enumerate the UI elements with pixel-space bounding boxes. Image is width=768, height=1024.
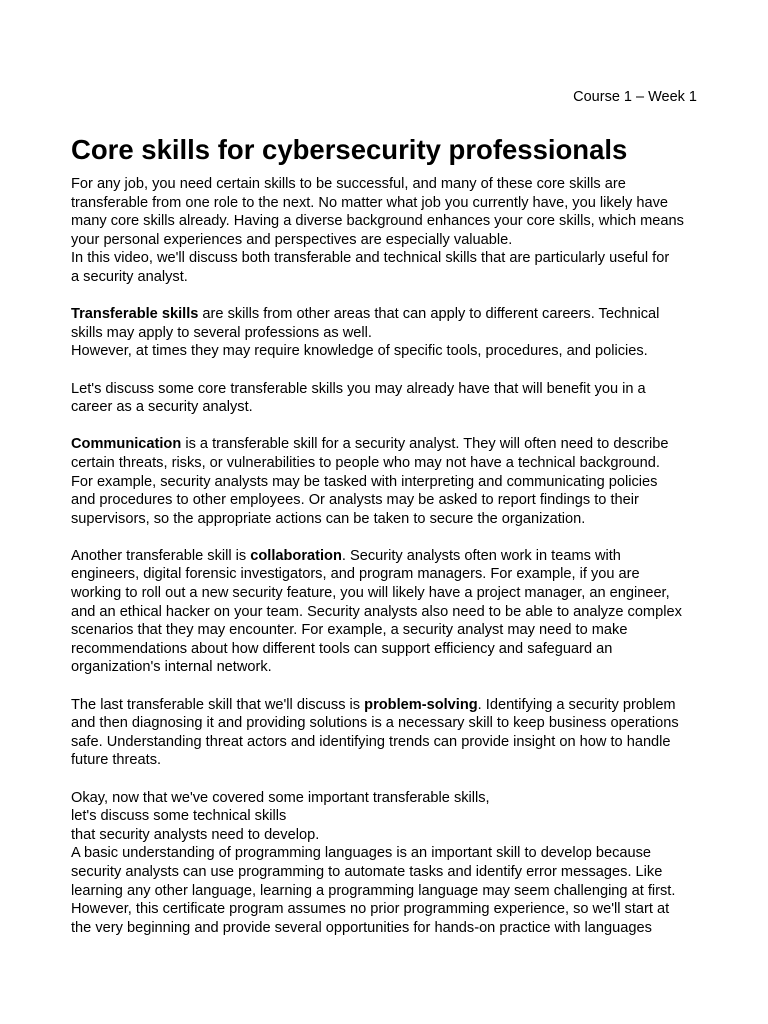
text-line: certain threats, risks, or vulnerabilities to people who may not have a technical background. <box>71 454 660 471</box>
collaboration-term: collaboration <box>250 547 342 564</box>
collaboration-paragraph <box>71 547 701 677</box>
text-line: scenarios that they may encounter. For example, a security analyst may need to make <box>71 622 628 639</box>
problem-solving-paragraph <box>71 696 701 770</box>
intro-paragraph <box>71 175 701 287</box>
text-fragment: are skills from other areas that can apply to different careers. Technical <box>198 306 660 323</box>
text-fragment: . Identifying a security problem <box>477 696 676 713</box>
text-line: a security analyst. <box>71 268 188 285</box>
text-line: future threats. <box>71 752 162 769</box>
text-line: Let's discuss some core transferable skills you may already have that will benefit you in a <box>71 380 646 397</box>
text-line: recommendations about how different tools can support efficiency and safeguard an <box>71 640 613 657</box>
text-line <box>71 435 701 454</box>
problem-solving-term: problem-solving <box>364 696 478 713</box>
transferable-skills-term: Transferable skills <box>71 306 199 323</box>
page-title: Core skills for cybersecurity professionals <box>71 134 628 165</box>
communication-paragraph <box>71 435 701 528</box>
text-line: and procedures to other employees. Or analysts may be asked to report findings to their <box>71 492 639 509</box>
text-line: In this video, we'll discuss both transferable and technical skills that are particularly useful for <box>71 250 670 267</box>
text-line: that security analysts need to develop. <box>71 826 320 843</box>
communication-term: Communication <box>71 436 182 453</box>
core-skills-intro-paragraph <box>71 380 701 417</box>
text-line: safe. Understanding threat actors and identifying trends can provide insight on how to handle <box>71 733 671 750</box>
text-fragment: is a transferable skill for a security analyst. They will often need to describe <box>181 436 669 453</box>
text-line <box>71 547 701 566</box>
text-line: For example, security analysts may be tasked with interpreting and communicating policies <box>71 473 658 490</box>
text-line: skills may apply to several professions as well. <box>71 324 372 341</box>
text-line: and then diagnosing it and providing solutions is a necessary skill to keep business operations <box>71 715 679 732</box>
text-line: the very beginning and provide several opportunities for hands-on practice with languages <box>71 919 652 936</box>
text-line: many core skills already. Having a diverse background enhances your core skills, which means <box>71 213 684 230</box>
transferable-skills-paragraph <box>71 305 701 361</box>
text-line: security analysts can use programming to automate tasks and identify error messages. Like <box>71 863 663 880</box>
text-line: However, this certificate program assumes no prior programming experience, so we'll start at <box>71 901 670 918</box>
text-line: career as a security analyst. <box>71 399 253 416</box>
text-fragment: Another transferable skill is <box>71 547 251 564</box>
text-line: transferable from one role to the next. No matter what job you currently have, you likely have <box>71 194 669 211</box>
text-line: organization's internal network. <box>71 659 272 676</box>
text-line: supervisors, so the appropriate actions can be taken to secure the organization. <box>71 510 586 527</box>
text-line: your personal experiences and perspectives are especially valuable. <box>71 231 513 248</box>
text-fragment: . Security analysts often work in teams with <box>341 547 621 564</box>
text-line <box>71 305 701 324</box>
text-line: For any job, you need certain skills to be successful, and many of these core skills are <box>71 176 626 192</box>
text-line: and an ethical hacker on your team. Security analysts also need to be able to analyze complex <box>71 603 682 620</box>
text-line: Okay, now that we've covered some important transferable skills, <box>71 789 490 806</box>
course-week-header: Course 1 – Week 1 <box>573 89 697 105</box>
text-line: learning any other language, learning a programming language may seem challenging at first. <box>71 882 676 899</box>
text-line: engineers, digital forensic investigators, and program managers. For example, if you are <box>71 566 640 583</box>
document-body <box>71 175 701 937</box>
text-line: However, at times they may require knowledge of specific tools, procedures, and policies. <box>71 343 648 360</box>
text-line: working to roll out a new security feature, you will likely have a project manager, an engineer, <box>71 585 670 602</box>
text-line: let's discuss some technical skills <box>71 808 287 825</box>
text-line <box>71 696 701 715</box>
text-line: A basic understanding of programming languages is an important skill to develop because <box>71 845 652 862</box>
technical-skills-paragraph <box>71 789 701 938</box>
text-fragment: The last transferable skill that we'll discuss is <box>71 696 365 713</box>
